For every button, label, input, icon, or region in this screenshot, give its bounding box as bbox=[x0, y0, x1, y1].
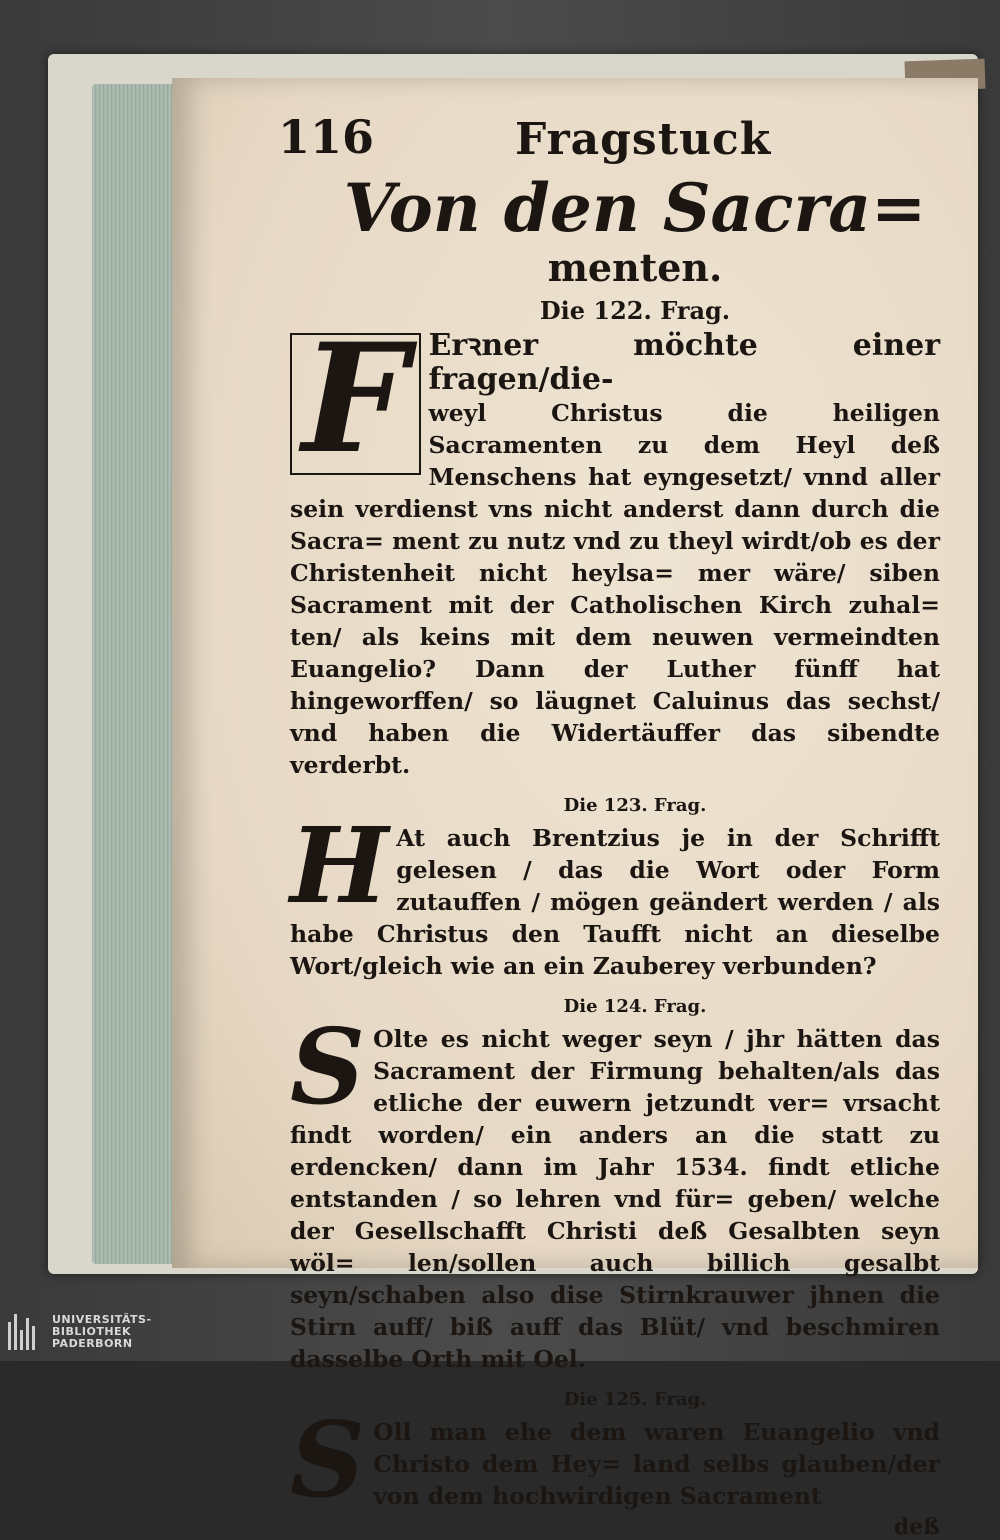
drop-initial: S bbox=[290, 1005, 366, 1128]
page-header bbox=[278, 108, 940, 172]
question-text: weyl Christus die heiligen Sacramenten zu dem Heyl deß Menschens hat eyngesetzt/ vnnd aller sein verdienst vns nicht anderst dann durch die Sacra= ment zu nutz vnd zu theyl wirdt/ob es der Christenheit nicht heylsa= mer wäre/ siben Sacrament mit der Catholischen Kirch zuhal= ten/ als keins mit dem neuwen vermeindten Euangelio? Dann der Luther fünff hat hingeworffen/ so läugnet Caluinus das sechst/ vnd haben die Widertäuffer das sibendte verderbt. bbox=[290, 399, 940, 779]
running-head: Fragstuck bbox=[515, 114, 772, 165]
library-name: UNIVERSITÄTS- BIBLIOTHEK PADERBORN bbox=[52, 1313, 152, 1350]
page-text bbox=[278, 108, 940, 1540]
question-heading: Die 122. Frag. bbox=[539, 296, 731, 325]
question-text: Olte es nicht weger seyn / jhr hätten das Sacrament der Firmung behalten/als das etliche der euwern jetzundt ver= vrsacht findt worden/ ein anders an die statt zu erdencken/ dann im Jahr 1534. findt etliche entstanden / so lehren vnd für= geben/ welche der Gesellschafft Christi deß Gesalbten seyn wöl= len/sollen auch billich gesalbt seyn/schaben also dise Stirnkrauwer jhnen die Stirn auff/ biß auff das Blüt/ vnd beschmiren dasselbe Orth mit Oel. bbox=[290, 1025, 940, 1373]
chapter-title-cont: menten. bbox=[547, 245, 723, 290]
drop-initial: S bbox=[290, 1398, 366, 1521]
question-heading: Die 124. Frag. bbox=[563, 996, 707, 1017]
drop-initial: H bbox=[290, 804, 389, 927]
question-heading: Die 125. Frag. bbox=[563, 1389, 707, 1410]
question-text: At auch Brentzius je in der Schrifft gelesen / das die Wort oder Form zutauffen / mögen geändert werden / als habe Christus den Taufft nicht an dieselbe Wort/gleich wie an ein Zauberey verbunden? bbox=[290, 824, 940, 980]
chapter-title: Von den Sacra= bbox=[343, 169, 927, 247]
question-first-line: Erꝛner möchte einer fragen/die- bbox=[428, 328, 940, 397]
page-number: 116 bbox=[278, 110, 375, 164]
catchword: deß bbox=[893, 1514, 940, 1540]
library-logo bbox=[6, 1312, 152, 1352]
library-logo-icon bbox=[6, 1312, 42, 1352]
question-heading: Die 123. Frag. bbox=[563, 795, 707, 816]
drop-initial: F bbox=[290, 333, 421, 475]
question-text: Oll man ehe dem waren Euangelio vnd Christo dem Hey= land selbs glauben/der von dem hochwirdigen Sacrament bbox=[373, 1418, 940, 1510]
page-edges bbox=[92, 84, 180, 1264]
